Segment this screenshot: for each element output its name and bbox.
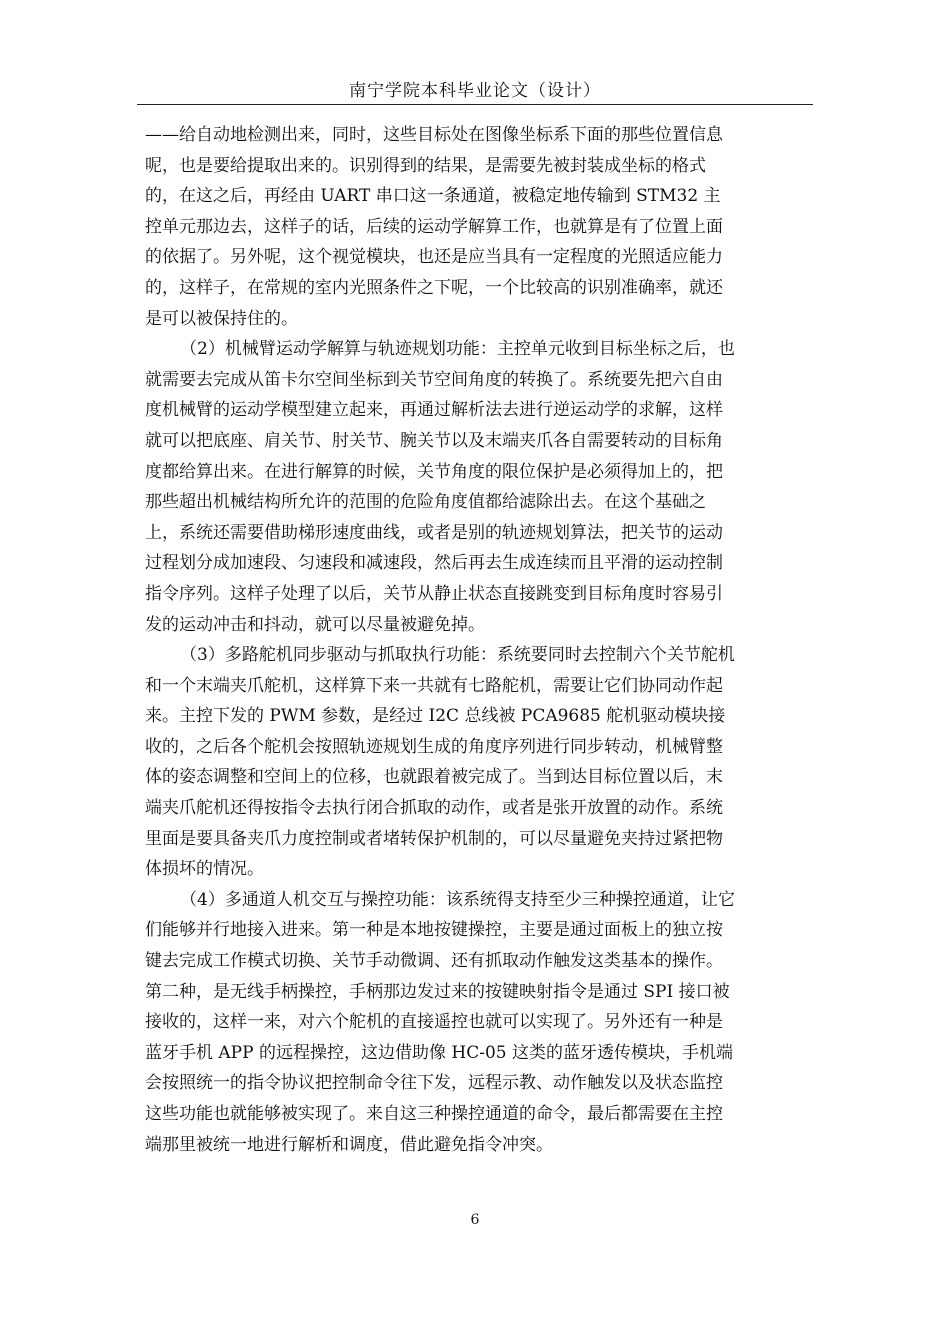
body-text — [145, 120, 809, 1160]
text-line: 端那里被统一地进行解析和调度，借此避免指令冲突。 — [145, 1134, 553, 1155]
text-line: 会按照统一的指令协议把控制命令往下发，远程示教、动作触发以及状态监控 — [145, 1073, 723, 1094]
header-divider — [137, 104, 813, 105]
text-line: 那些超出机械结构所允许的范围的危险角度值都给滤除出去。在这个基础之 — [145, 492, 706, 513]
text-line: 和一个末端夹爪舵机，这样算下来一共就有七路舵机，需要让它们协同动作起 — [145, 675, 723, 696]
text-line: 就可以把底座、肩关节、肘关节、腕关节以及末端夹爪各自需要转动的目标角 — [145, 430, 723, 451]
text-line: 是可以被保持住的。 — [145, 308, 298, 329]
paragraph-3 — [145, 640, 809, 885]
text-line: 呢，也是要给提取出来的。识别得到的结果，是需要先被封装成坐标的格式 — [145, 155, 706, 176]
text-line: （3）多路舵机同步驱动与抓取执行功能：系统要同时去控制六个关节舵机 — [180, 645, 735, 666]
text-line: 接收的，这样一来，对六个舵机的直接遥控也就可以实现了。另外还有一种是 — [145, 1012, 723, 1033]
text-line: 的依据了。另外呢，这个视觉模块，也还是应当具有一定程度的光照适应能力 — [145, 247, 723, 268]
text-line: 指令序列。这样子处理了以后，关节从静止状态直接跳变到目标角度时容易引 — [145, 583, 723, 604]
text-line: 来。主控下发的 PWM 参数，是经过 I2C 总线被 PCA9685 舵机驱动模块接 — [145, 706, 726, 727]
paragraph-2 — [145, 334, 809, 640]
text-line: 第二种，是无线手柄操控，手柄那边发过来的按键映射指令是通过 SPI 接口被 — [145, 981, 730, 1002]
page-number: 6 — [470, 1212, 480, 1228]
text-line: 端夹爪舵机还得按指令去执行闭合抓取的动作，或者是张开放置的动作。系统 — [145, 798, 723, 819]
text-line: ——给自动地检测出来，同时，这些目标处在图像坐标系下面的那些位置信息 — [145, 125, 723, 145]
text-line: 这些功能也就能够被实现了。来自这三种操控通道的命令，最后都需要在主控 — [145, 1104, 723, 1124]
text-line: 收的，之后各个舵机会按照轨迹规划生成的角度序列进行同步转动，机械臂整 — [145, 736, 723, 757]
text-line: 们能够并行地接入进来。第一种是本地按键操控，主要是通过面板上的独立按 — [145, 920, 723, 941]
text-line: 过程划分成加速段、匀速段和减速段，然后再去生成连续而且平滑的运动控制 — [145, 553, 723, 574]
text-line: 度都给算出来。在进行解算的时候，关节角度的限位保护是必须得加上的，把 — [145, 461, 723, 482]
text-line: 发的运动冲击和抖动，就可以尽量被避免掉。 — [145, 614, 485, 635]
text-line: 键去完成工作模式切换、关节手动微调、还有抓取动作触发这类基本的操作。 — [145, 951, 723, 972]
text-line: 蓝牙手机 APP 的远程操控，这边借助像 HC-05 这类的蓝牙透传模块，手机端 — [145, 1042, 733, 1063]
text-line: 体损坏的情况。 — [145, 859, 264, 880]
text-line: 上，系统还需要借助梯形速度曲线，或者是别的轨迹规划算法，把关节的运动 — [145, 522, 723, 543]
page-header-title: 南宁学院本科毕业论文（设计） — [349, 81, 601, 101]
paragraph-4 — [145, 885, 809, 1160]
text-line: 体的姿态调整和空间上的位移，也就跟着被完成了。当到达目标位置以后，末 — [145, 767, 723, 788]
text-line: 度机械臂的运动学模型建立起来，再通过解析法去进行逆运动学的求解，这样 — [145, 400, 723, 421]
paragraph-1 — [145, 120, 809, 334]
text-line: （4）多通道人机交互与操控功能：该系统得支持至少三种操控通道，让它 — [180, 889, 735, 910]
text-line: 的，这样子，在常规的室内光照条件之下呢，一个比较高的识别准确率，就还 — [145, 277, 723, 298]
text-line: 就需要去完成从笛卡尔空间坐标到关节空间角度的转换了。系统要先把六自由 — [145, 369, 723, 390]
text-line: 控单元那边去，这样子的话，后续的运动学解算工作，也就算是有了位置上面 — [145, 216, 723, 237]
text-line: （2）机械臂运动学解算与轨迹规划功能：主控单元收到目标坐标之后，也 — [180, 339, 735, 360]
text-line: 里面是要具备夹爪力度控制或者堵转保护机制的，可以尽量避免夹持过紧把物 — [145, 828, 723, 849]
text-line: 的，在这之后，再经由 UART 串口这一条通道，被稳定地传输到 STM32 主 — [145, 186, 721, 207]
